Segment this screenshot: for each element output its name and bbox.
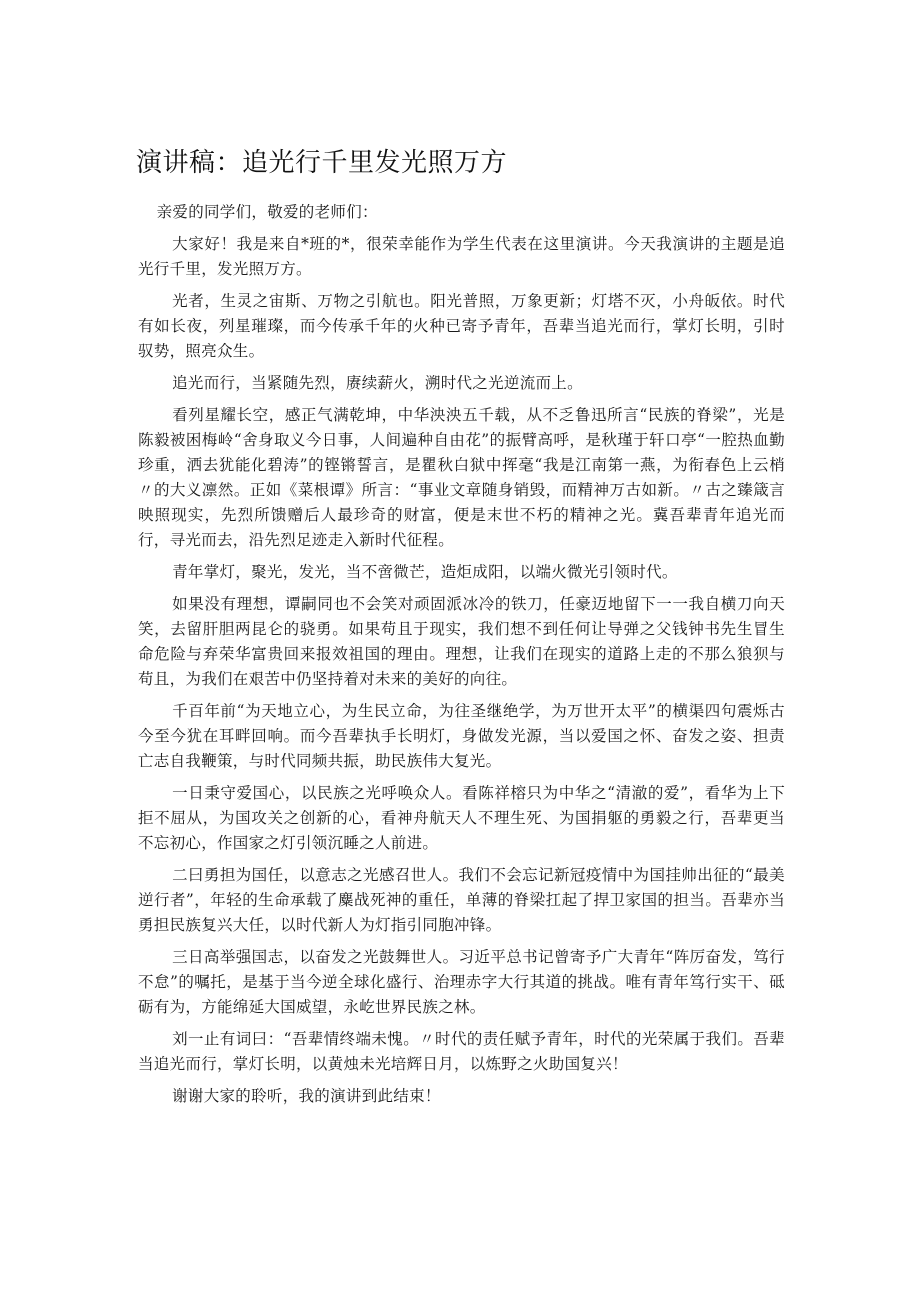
body-paragraph: 刘一止有词曰：“吾辈情终端未愧。〃时代的责任赋予青年，时代的光荣属于我们。吾辈当追光而行，掌灯长明，以黄烛未光培辉日月，以炼野之火助国复兴！ bbox=[138, 1030, 785, 1073]
page-title: 演讲稿：追光行千里发光照万方 bbox=[136, 148, 508, 178]
body-paragraph: 追光而行，当紧随先烈，赓续薪火，溯时代之光逆流而上。 bbox=[172, 374, 583, 392]
body-paragraph: 看列星耀长空，感正气满乾坤，中华泱泱五千载，从不乏鲁迅所言“民族的脊梁”，光是陈毅被困梅岭“舍身取义今日事，人间遍种自由花”的振臂高呼，是秋瑾于轩口亭“一腔热血勤珍重，洒去犹能化碧涛”的铿锵誓言，是瞿秋白狱中挥毫“我是江南第一燕，为衔春色上云梢〃的大义凛然。正如《菜根谭》所言：“事业文章随身销毁，而精神万古如新。〃古之臻箴言映照现实，先烈所馈赠后人最珍奇的财富，便是末世不朽的精神之光。冀吾辈青年追光而行，寻光而去，沿先烈足迹走入新时代征程。 bbox=[138, 406, 785, 549]
body-paragraph: 千百年前“为天地立心，为生民立命，为往圣继绝学，为万世开太平”的横渠四句震烁古今至今犹在耳畔回响。而今吾辈执手长明灯，身做发光源，当以爱国之怀、奋发之姿、担责亡志自我鞭策，与时代同频共振，助民族伟大复光。 bbox=[138, 702, 785, 770]
speech-body bbox=[138, 200, 785, 1116]
greeting-paragraph: 大家好！我是来自*班的*，很荣幸能作为学生代表在这里演讲。今天我演讲的主题是追光行千里，发光照万方。 bbox=[138, 235, 785, 278]
body-paragraph: 光者，生灵之宙斯、万物之引航也。阳光普照，万象更新；灯塔不灭，小舟皈依。时代有如长夜，列星璀璨，而今传承千年的火种已寄予青年，吾辈当追光而行，掌灯长明，引时驭势，照亮众生。 bbox=[138, 292, 785, 360]
body-paragraph: 二曰勇担为国任，以意志之光感召世人。我们不会忘记新冠疫情中为国挂帅出征的“最美逆行者”，年轻的生命承载了麋战死神的重任，单薄的脊梁扛起了捍卫家国的担当。吾辈亦当勇担民族复兴大任，以时代新人为灯指引同胞冲锋。 bbox=[138, 866, 785, 934]
body-paragraph: 如果没有理想，谭嗣同也不会笑对顽固派冰冷的铁刀，任豪迈地留下一一我自横刀向天笑，去留肝胆两昆仑的骁勇。如果苟且于现实，我们想不到任何让导弹之父钱钟书先生冒生命危险与弃荣华富贵回来报效祖国的理由。理想，让我们在现实的道路上走的不那么狼狈与苟且，为我们在艰苦中仍坚持着对未来的美好的向往。 bbox=[138, 595, 785, 688]
salutation-paragraph: 亲爱的同学们，敬爱的老师们： bbox=[156, 203, 378, 221]
body-paragraph: 三日高举强国志，以奋发之光鼓舞世人。习近平总书记曾寄予广大青年“阵厉奋发，笃行不怠”的嘱托，是基于当今逆全球化盛行、治理赤字大行其道的挑战。唯有青年笃行实干、砥砺有为，方能绵延大国威望，永屹世界民族之林。 bbox=[138, 948, 785, 1016]
body-paragraph: 青年掌灯，聚光，发光，当不啻微芒，造炬成阳，以端火微光引领时代。 bbox=[172, 563, 678, 581]
closing-paragraph: 谢谢大家的聆听，我的演讲到此结束！ bbox=[172, 1087, 441, 1105]
body-paragraph: 一日秉守爱国心，以民族之光呼唤众人。看陈祥榕只为中华之“清澈的爱”，看华为上下拒不屈从，为国攻关之创新的心，看神舟航天人不理生死、为国捐躯的勇毅之行，吾辈更当不忘初心，作国家之灯引领沉睡之人前进。 bbox=[138, 784, 785, 852]
